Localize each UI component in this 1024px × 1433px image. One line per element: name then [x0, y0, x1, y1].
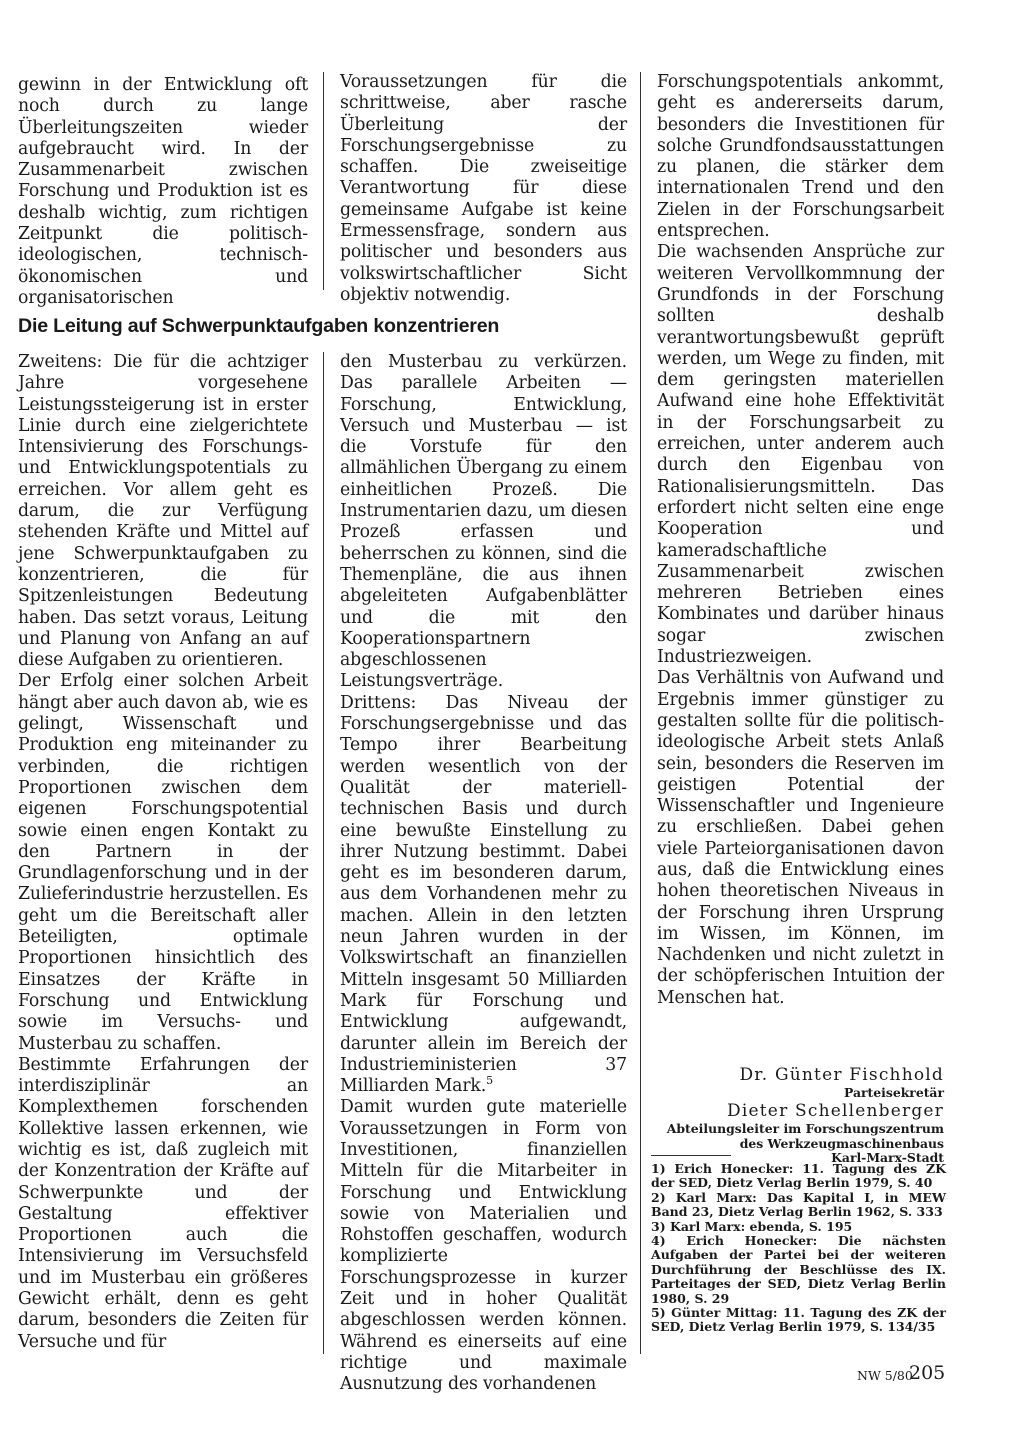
footnote-reference: 5	[486, 1074, 493, 1088]
paragraph	[340, 693, 627, 1098]
paragraph: den Musterbau zu verkürzen. Das parallele Arbeiten — Forschung, Entwicklung, Versuch und Musterbau — ist die Vorstufe für den allmählichen Übergang zu einem einheitlichen Prozeß. Die Instrumentarien dazu, um diesen Prozeß erfassen und beherrschen zu können, sind die Themenpläne, die aus ihnen abgeleiteten Aufgabenblätter und die mit den Kooperationspartnern abgeschlossenen Leistungsverträge.	[340, 352, 627, 692]
column-3-body	[657, 72, 944, 1009]
paragraph: Der Erfolg einer solchen Arbeit hängt aber auch davon ab, wie es gelingt, Wissenschaft und Produktion eng miteinander zu verbinden, die richtigen Proportionen zwischen dem eigenen Forschungspotential sowie einen engen Kontakt zu den Partnern in der Grundlagenforschung und in der Zulieferindustrie herzustellen. Es geht um die Bereitschaft aller Beteiligten, optimale Proportionen hinsichtlich des Einsatzes der Kräfte in Forschung und Entwicklung sowie im Versuchs- und Musterbau zu schaffen.	[18, 671, 308, 1054]
paragraph: Bestimmte Erfahrungen der interdisziplinär an Komplexthemen forschenden Kollektive lassen erkennen, wie wichtig es ist, daß zugleich mit der Konzentration der Kräfte auf Schwerpunkte und der Gestaltung effektiver Proportionen auch die Intensivierung im Versuchsfeld und im Musterbau ein größeres Gewicht erhält, denn es geht darum, besonders die Zeiten für Versuche und für	[18, 1054, 308, 1352]
column-divider	[323, 72, 324, 290]
paragraph: Forschungspotentials ankommt, geht es andererseits darum, besonders die Investitionen für solche Grundfondsausstattungen zu planen, die stärker dem internationalen Trend und den Zielen in der Forschungsarbeit entsprechen.	[657, 72, 944, 242]
column-1-intro	[18, 75, 308, 309]
author-signature	[657, 1065, 944, 1166]
footnote: 3) Karl Marx: ebenda, S. 195	[651, 1218, 853, 1234]
paragraph: Zweitens: Die für die achtziger Jahre vorgesehene Leistungssteigerung ist in erster Linie durch eine zielgerichtete Intensivierung des Forschungs- und Entwicklungspotentials zu erreichen. Vor allem geht es darum, die zur Verfügung stehenden Kräfte und Mittel auf jene Schwerpunktaufgaben zu konzentrieren, die für Spitzenleistungen Bedeutung haben. Das setzt voraus, Leitung und Planung von Anfang an auf diese Aufgaben zu orientieren.	[18, 352, 308, 671]
paragraph: Die wachsenden Ansprüche zur weiteren Vervollkommnung der Grundfonds in der Forschung sollten deshalb verantwortungsbewußt geprüft werden, um Wege zu finden, mit dem geringsten materiellen Aufwand eine hohe Effektivität in der Forschungsarbeit zu erreichen, unter anderem auch durch den Eigenbau von Rationalisierungsmitteln. Das erfordert nicht selten eine enge Kooperation und kameradschaftliche Zusammenarbeit zwischen mehreren Betrieben eines Kombinates und darüber hinaus sogar zwischen Industriezweigen.	[657, 242, 944, 668]
column-divider	[640, 72, 641, 1354]
page-number: 205	[909, 1362, 946, 1384]
footnote: 4) Erich Honecker: Die nächsten Aufgaben der Partei bei der weiteren Durchführung der Beschlüsse des IX. Parteitages der SED, Dietz Verlag Berlin 1980, S. 29	[651, 1233, 946, 1306]
footnote: 1) Erich Honecker: 11. Tagung des ZK der SED, Dietz Verlag Berlin 1979, S. 40	[651, 1161, 946, 1191]
author-role: Karl-Marx-Stadt	[831, 1150, 944, 1166]
paragraph-text: Drittens: Das Niveau der Forschungsergebnisse und das Tempo ihrer Bearbeitung werden wesentlich von der Qualität der materiell-technischen Basis und durch eine bewußte Einstellung zu ihrer Nutzung bestimmt. Dabei geht es im besonderen darum, aus dem Vorhandenen mehr zu machen. Allein in den letzten neun Jahren wurden in der Volkswirtschaft an finanziellen Mitteln insgesamt 50 Milliarden Mark für Forschung und Entwicklung aufgewandt, darunter allein im Bereich der Industrieministerien 37 Milliarden Mark.	[340, 692, 627, 1097]
paragraph: Voraussetzungen für die schrittweise, aber rasche Überleitung der Forschungsergebnisse zu schaffen. Die zweiseitige Verantwortung für diese gemeinsame Aufgabe ist keine Ermessensfrage, sondern aus politischer und besonders aus volkswirtschaftlicher Sicht objektiv notwendig.	[340, 72, 627, 305]
author-name: Dr. Günter Fischhold	[739, 1065, 944, 1085]
footnote: 5) Günter Mittag: 11. Tagung des ZK der SED, Dietz Verlag Berlin 1979, S. 134/35	[651, 1305, 946, 1335]
column-2-body	[340, 352, 627, 1396]
author-role: des Werkzeugmaschinenbaus	[739, 1135, 944, 1151]
footnotes	[651, 1162, 946, 1335]
paragraph: Das Verhältnis von Aufwand und Ergebnis immer günstiger zu gestalten sollte für die politisch-ideologische Arbeit stets Anlaß sein, besonders die Reserven im geistigen Potential der Wissenschaftler und Ingenieure zu erschließen. Dabei gehen viele Parteiorganisationen davon aus, daß die Entwicklung eines hohen theoretischen Niveaus in der Forschung ihren Ursprung im Wissen, im Können, im Nachdenken und nicht zuletzt in der schöpferischen Intuition der Menschen hat.	[657, 668, 944, 1008]
author-role: Abteilungsleiter im Forschungszentrum	[666, 1120, 944, 1136]
section-heading: Die Leitung auf Schwerpunktaufgaben konzentrieren	[18, 315, 500, 337]
issue-label: NW 5/80	[857, 1368, 913, 1383]
column-divider	[323, 352, 324, 1354]
footnote-divider	[651, 1155, 731, 1156]
paragraph: Damit wurden gute materielle Voraussetzungen in Form von Investitionen, finanziellen Mitteln für die Mitarbeiter in Forschung und Entwicklung sowie von Materialien und Rohstoffen geschaffen, wodurch komplizierte Forschungsprozesse in kurzer Zeit und in hoher Qualität abgeschlossen werden können. Während es einerseits auf eine richtige und maximale Ausnutzung des vorhandenen	[340, 1097, 627, 1395]
footnote: 2) Karl Marx: Das Kapital I, in MEW Band 23, Dietz Verlag Berlin 1962, S. 333	[651, 1189, 946, 1220]
column-2-intro	[340, 72, 627, 306]
column-1-body	[18, 352, 308, 1353]
author-name: Dieter Schellenberger	[727, 1100, 944, 1121]
paragraph: gewinn in der Entwicklung oft noch durch zu lange Überleitungszeiten wieder aufgebraucht wird. In der Zusammenarbeit zwischen Forschung und Produktion ist es deshalb wichtig, zum richtigen Zeitpunkt die politisch-ideologischen, technisch-ökonomischen und organisatorischen	[18, 75, 308, 308]
author-role: Parteisekretär	[844, 1085, 944, 1100]
